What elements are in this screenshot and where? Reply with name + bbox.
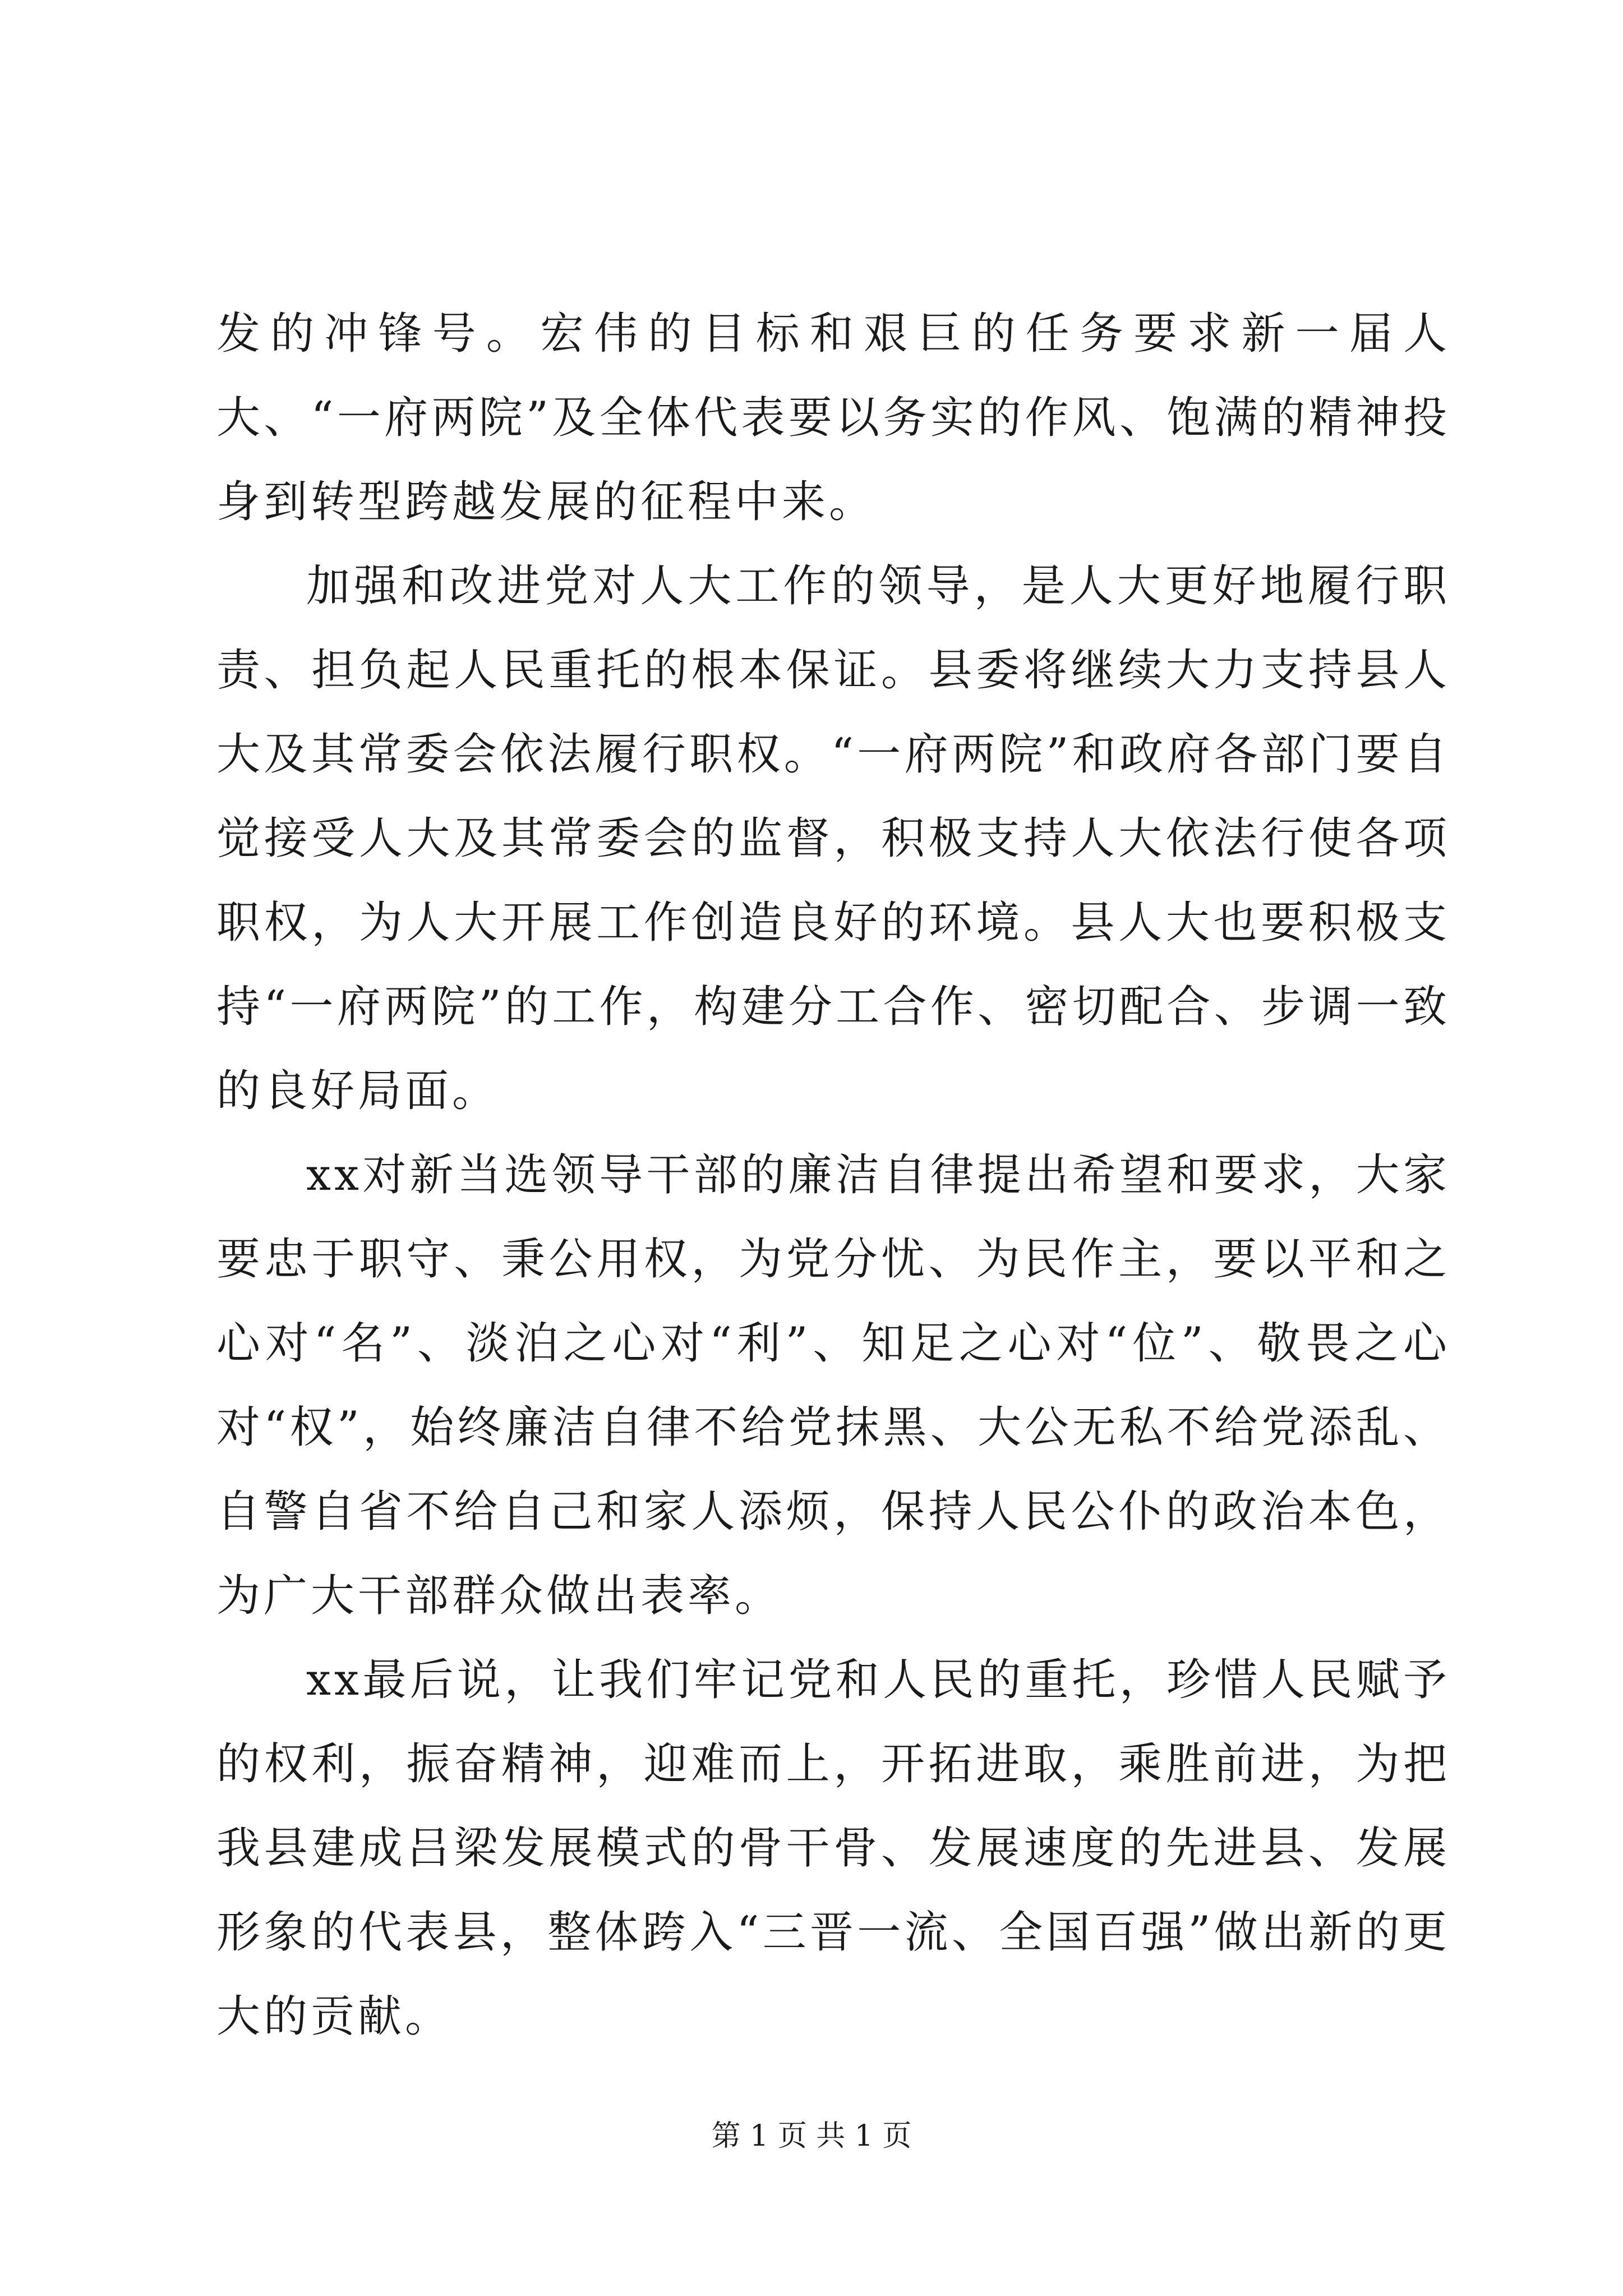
paragraph-3: xx对新当选领导干部的廉洁自律提出希望和要求，大家要忠于职守、秉公用权，为党分忧、为民作主，要以平和之心对“名”、淡泊之心对“利”、知足之心对“位”、敬畏之心对“权”，始终廉洁自律不给党抹黑、大公无私不给党添乱、自警自省不给自己和家人添烦，保持人民公仆的政治本色，为广大干部群众做出表率。 — [216, 1150, 1450, 1621]
page-footer: 第 1 页 共 1 页 — [711, 2119, 912, 2153]
document-body — [216, 292, 1450, 2059]
paragraph-1: 发的冲锋号。宏伟的目标和艰巨的任务要求新一届人大、“一府两院”及全体代表要以务实的作风、饱满的精神投身到转型跨越发展的征程中来。 — [216, 309, 1450, 527]
paragraph-2: 加强和改进党对人大工作的领导，是人大更好地履行职责、担负起人民重托的根本保证。县委将继续大力支持县人大及其常委会依法履行职权。“一府两院”和政府各部门要自觉接受人大及其常委会的监督，积极支持人大依法行使各项职权，为人大开展工作创造良好的环境。县人大也要积极支持“一府两院”的工作，构建分工合作、密切配合、步调一致的良好局面。 — [216, 561, 1450, 1116]
paragraph-4: xx最后说，让我们牢记党和人民的重托，珍惜人民赋予的权利，振奋精神，迎难而上，开拓进取，乘胜前进，为把我县建成吕梁发展模式的骨干骨、发展速度的先进县、发展形象的代表县，整体跨入“三晋一流、全国百强”做出新的更大的贡献。 — [216, 1655, 1450, 2042]
